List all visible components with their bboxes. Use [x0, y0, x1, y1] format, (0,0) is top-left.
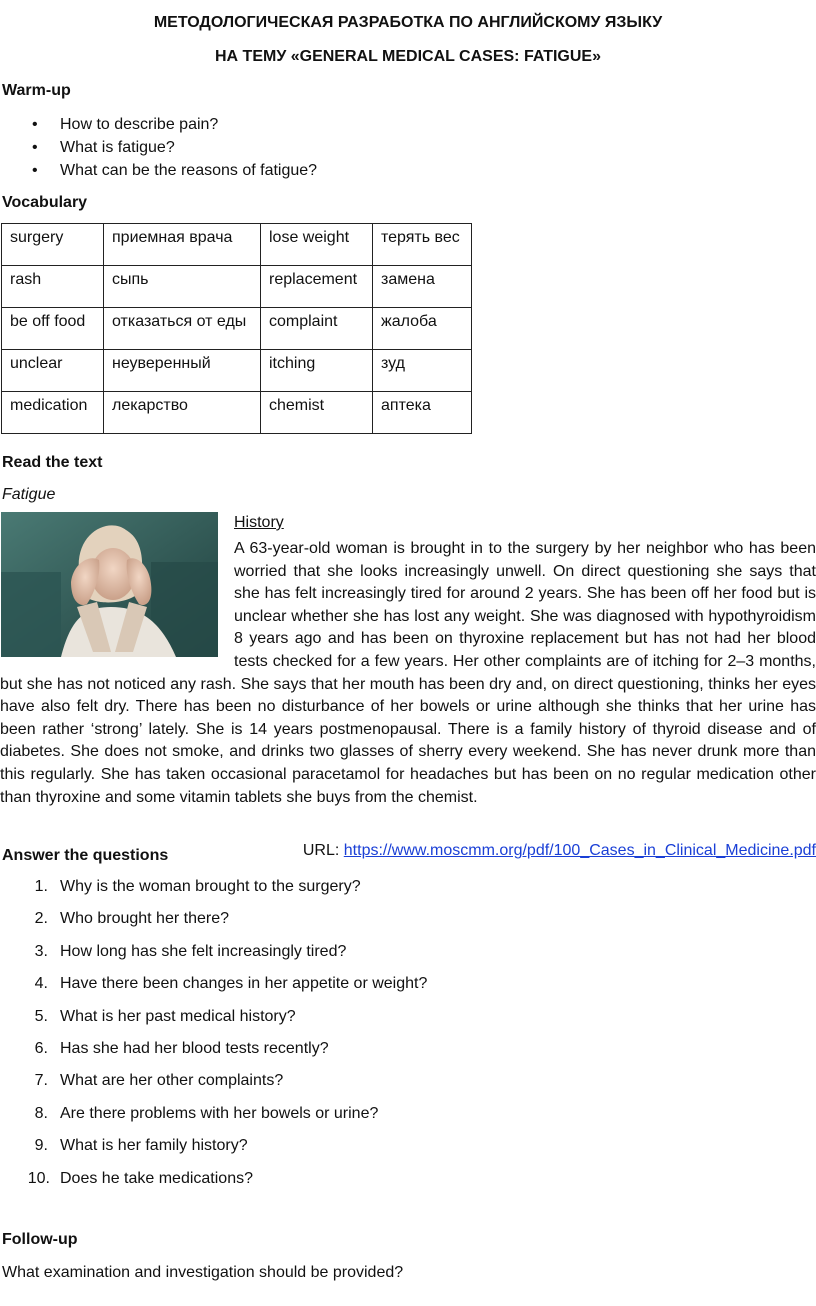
- list-item: • What can be the reasons of fatigue?: [0, 159, 317, 182]
- table-cell: unclear: [2, 350, 104, 392]
- list-item: 7. What are her other complaints?: [34, 1072, 284, 1090]
- list-item: 5. What is her past medical history?: [34, 1007, 296, 1025]
- table-cell: зуд: [373, 350, 472, 392]
- table-cell: replacement: [261, 266, 373, 308]
- table-row: [2, 266, 472, 308]
- warmup-list: [0, 113, 317, 182]
- table-cell: неуверенный: [104, 350, 261, 392]
- table-cell: сыпь: [104, 266, 261, 308]
- list-item: 2. Who brought her there?: [34, 910, 229, 928]
- history-heading: History: [234, 514, 284, 531]
- table-cell: complaint: [261, 308, 373, 350]
- warmup-heading: Warm-up: [2, 82, 71, 99]
- case-text: A 63-year-old woman is brought in to the surgery by her neighbor who has been worried that she looks increasingly unwell. On direct questioning she says that she has felt increasingly tired for around 2 years. She has been off her food but is unclear whether she has lost any weight. She was diagnosed with hypothyroidism 8 years ago and has been on thyroxine replacement but has not had her blood tests checked for a few years. Her other complaints are of itching for 2–3 months, but she has not noticed any rash. She says that her mouth has been dry and, on direct questioning, thinks her eyes have also felt dry. There has been no disturbance of her bowels or urine although she thinks that her urine has been rather ‘strong’ lately. She is 14 years postmenopausal. There is a family history of thyroid disease and of diabetes. She does not smoke, and drinks two glasses of sherry every weekend. She has never drunk more than this regularly. She has taken occasional paracetamol for headaches but has been on no regular medication other than thyroxine and some vitamin tablets she buys from the chemist.: [0, 540, 816, 806]
- table-row: [2, 224, 472, 266]
- case-paragraph: [0, 538, 816, 809]
- table-cell: be off food: [2, 308, 104, 350]
- list-item: 9. What is her family history?: [34, 1137, 248, 1155]
- list-item: 10. Does he take medications?: [27, 1169, 253, 1187]
- table-cell: rash: [2, 266, 104, 308]
- table-cell: терять вес: [373, 224, 472, 266]
- source-url: [303, 840, 816, 862]
- list-item: 1. Why is the woman brought to the surgery?: [34, 878, 361, 895]
- document-title-line-1: МЕТОДОЛОГИЧЕСКАЯ РАЗРАБОТКА ПО АНГЛИЙСКОМУ ЯЗЫКУ: [153, 14, 663, 31]
- list-item: 6. Has she had her blood tests recently?: [34, 1039, 329, 1057]
- list-item: • How to describe pain?: [0, 113, 317, 136]
- table-cell: приемная врача: [104, 224, 261, 266]
- table-cell: аптека: [373, 392, 472, 434]
- vocabulary-heading: Vocabulary: [2, 194, 88, 211]
- table-cell: отказаться от еды: [104, 308, 261, 350]
- vocabulary-table: [1, 223, 472, 434]
- table-cell: itching: [261, 350, 373, 392]
- table-row: [2, 392, 472, 434]
- questions-heading: Answer the questions: [2, 847, 169, 864]
- source-link[interactable]: https://www.moscmm.org/pdf/100_Cases_in_Clinical_Medicine.pdf: [343, 842, 816, 859]
- table-cell: lose weight: [261, 224, 373, 266]
- table-cell: surgery: [2, 224, 104, 266]
- followup-heading: Follow-up: [2, 1231, 78, 1248]
- list-item: 4. Have there been changes in her appetite or weight?: [34, 975, 428, 993]
- list-item: 3. How long has she felt increasingly tired?: [34, 942, 347, 960]
- list-item: • What is fatigue?: [0, 136, 317, 159]
- document-title-line-2: НА ТЕМУ «GENERAL MEDICAL CASES: FATIGUE»: [215, 48, 601, 65]
- table-cell: chemist: [261, 392, 373, 434]
- table-row: [2, 350, 472, 392]
- questions-list: [0, 876, 427, 1200]
- table-cell: жалоба: [373, 308, 472, 350]
- list-item: 8. Are there problems with her bowels or urine?: [34, 1104, 379, 1122]
- table-row: [2, 308, 472, 350]
- reading-heading: Read the text: [2, 454, 103, 471]
- url-label: URL:: [302, 842, 340, 859]
- text-subtitle: Fatigue: [2, 486, 56, 503]
- table-cell: medication: [2, 392, 104, 434]
- table-cell: замена: [373, 266, 472, 308]
- followup-question: What examination and investigation should be provided?: [2, 1264, 404, 1281]
- table-cell: лекарство: [104, 392, 261, 434]
